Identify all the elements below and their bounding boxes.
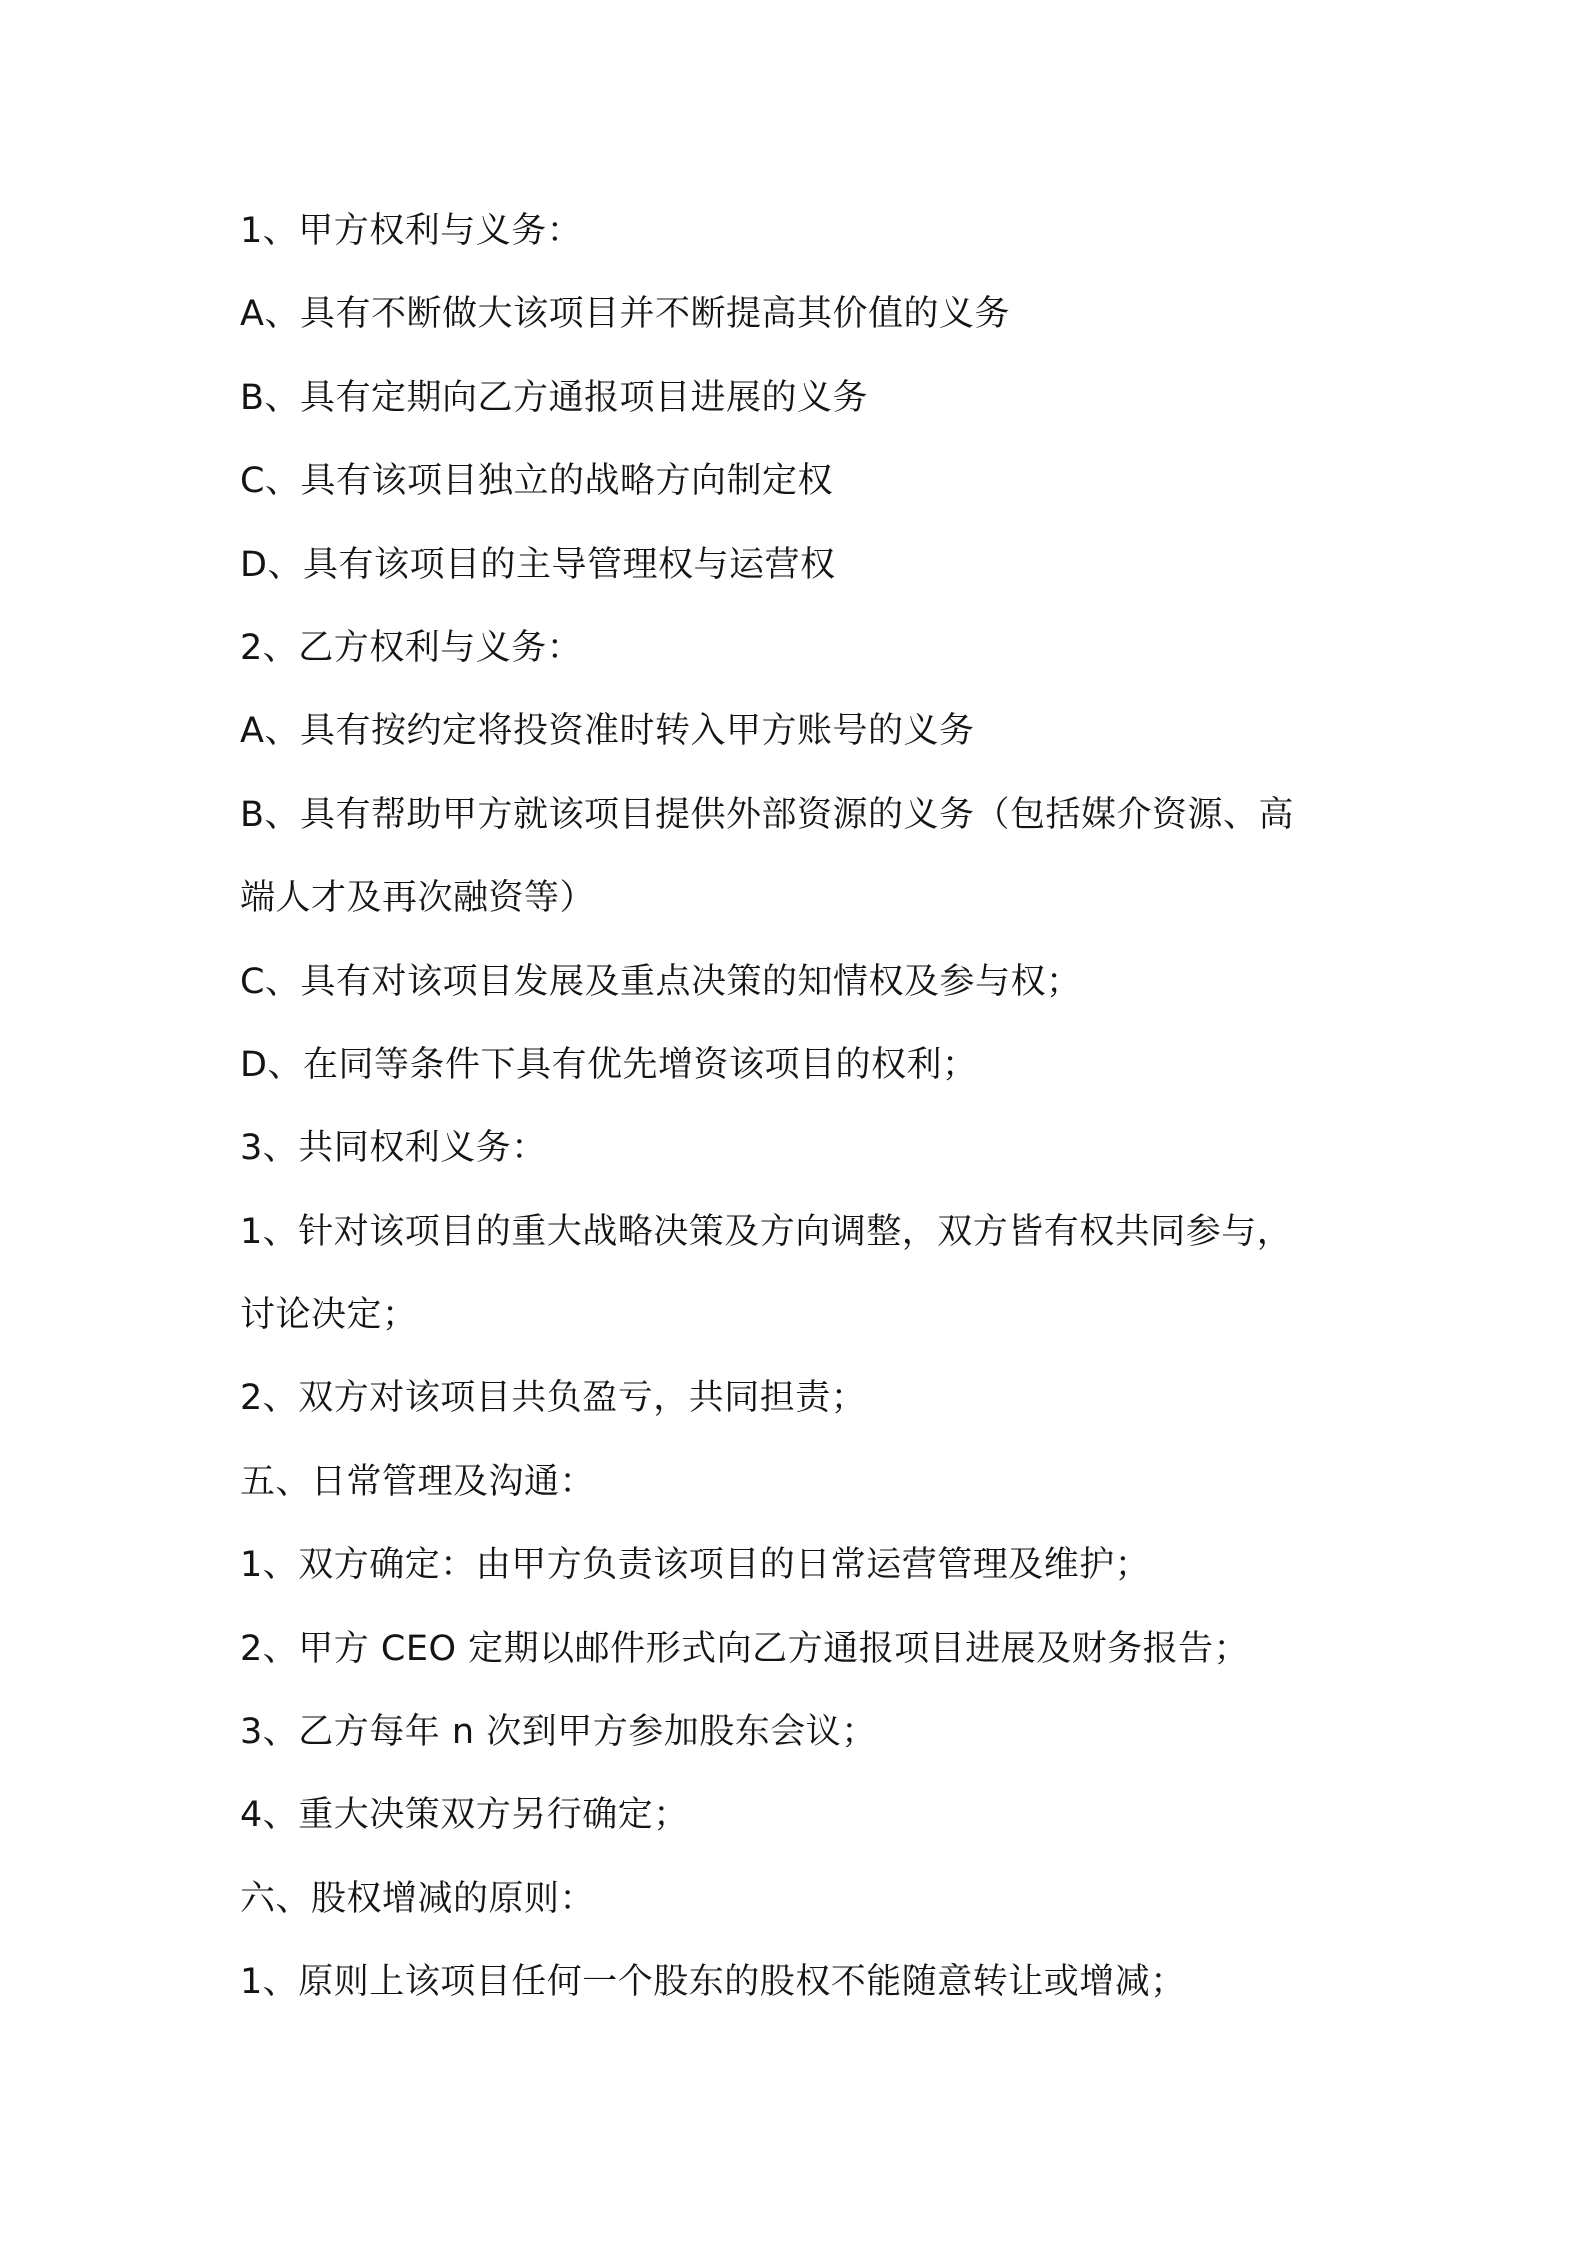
clause-text: 2、双方对该项目共负盈亏，共同担责；: [240, 1378, 867, 1419]
section-heading-party-a-rights: 1、甲方权利与义务：: [240, 211, 583, 251]
clause-text: 2、甲方 CEO 定期以邮件形式向乙方通报项目进展及财务报告；: [240, 1628, 1250, 1669]
clause-text: 4、重大决策双方另行确定；: [240, 1795, 689, 1836]
clause-text: A、具有不断做大该项目并不断提高其价值的义务: [240, 294, 1010, 335]
clause-text: D、在同等条件下具有优先增资该项目的权利；: [240, 1044, 978, 1085]
clause-text-continued: 讨论决定；: [240, 1295, 418, 1336]
clause-text: 1、原则上该项目任何一个股东的股权不能随意转让或增减；: [240, 1962, 1186, 2003]
clause-text: C、具有该项目独立的战略方向制定权: [240, 461, 833, 502]
section-heading-party-b-rights: 2、乙方权利与义务：: [240, 627, 583, 668]
section-heading-joint-rights: 3、共同权利义务：: [240, 1128, 547, 1169]
clause-text: B、具有定期向乙方通报项目进展的义务: [240, 377, 869, 418]
clause-text-continued: 端人才及再次融资等）: [240, 878, 596, 919]
clause-text: A、具有按约定将投资准时转入甲方账号的义务: [240, 711, 975, 752]
clause-text: C、具有对该项目发展及重点决策的知情权及参与权；: [240, 961, 1082, 1002]
section-heading-equity-principles: 六、股权增减的原则：: [240, 1878, 596, 1919]
clause-text: 1、针对该项目的重大战略决策及方向调整，双方皆有权共同参与，: [240, 1211, 1293, 1252]
section-heading-daily-management: 五、日常管理及沟通：: [240, 1461, 596, 1502]
clause-text: B、具有帮助甲方就该项目提供外部资源的义务（包括媒介资源、高: [240, 794, 1295, 835]
clause-text: D、具有该项目的主导管理权与运营权: [240, 544, 836, 585]
document-body: [240, 199, 1380, 2034]
clause-text: 3、乙方每年 n 次到甲方参加股东会议；: [240, 1712, 877, 1753]
clause-text: 1、双方确定：由甲方负责该项目的日常运营管理及维护；: [240, 1545, 1151, 1586]
